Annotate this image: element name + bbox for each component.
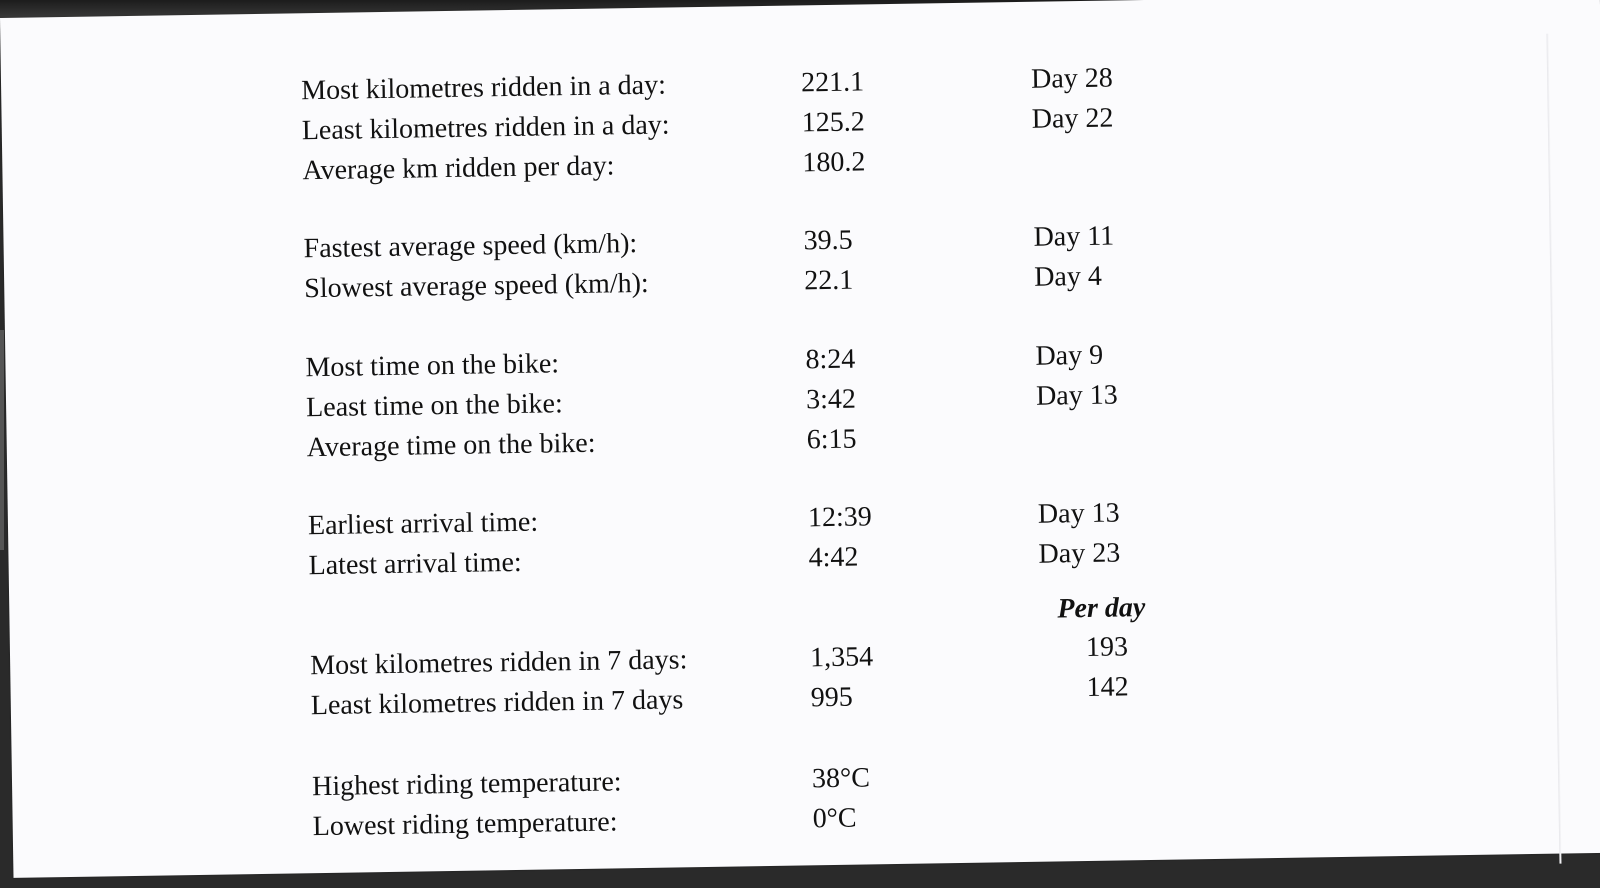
stat-value: 0°C (812, 802, 857, 835)
stat-value: 12:39 (807, 501, 872, 534)
stat-value: 221.1 (800, 66, 865, 99)
stat-day: Day 28 (1030, 62, 1113, 95)
stat-day: Day 13 (1037, 497, 1120, 530)
stat-label: Latest arrival time: (308, 546, 522, 582)
stat-label: Lowest riding temperature: (312, 806, 618, 843)
scan-left-edge (0, 330, 4, 550)
stat-label: Least kilometres ridden in a day: (301, 109, 670, 147)
stat-value: 3:42 (805, 383, 857, 416)
stat-label: Most kilometres ridden in 7 days: (309, 644, 688, 682)
stat-label: Most time on the bike: (305, 348, 560, 384)
stat-label: Least kilometres ridden in 7 days (310, 684, 684, 722)
stat-label: Most kilometres ridden in a day: (300, 69, 667, 107)
stat-value: 125.2 (801, 106, 865, 139)
stat-per-day: 142 (1086, 671, 1129, 704)
stat-per-day: 193 (1085, 631, 1129, 664)
stat-value: 1,354 (809, 641, 874, 674)
ride-statistics (300, 27, 1213, 861)
stat-value: 4:42 (808, 541, 859, 574)
stat-label: Least time on the bike: (305, 388, 563, 424)
per-day-heading: Per day (1057, 592, 1146, 625)
stat-label: Earliest arrival time: (307, 506, 539, 542)
stat-label: Fastest average speed (km/h): (303, 228, 638, 265)
stat-value: 8:24 (805, 343, 856, 376)
stat-value: 39.5 (803, 224, 853, 257)
stat-day: Day 22 (1031, 102, 1114, 135)
stat-label: Highest riding temperature: (311, 766, 622, 803)
stat-day: Day 4 (1033, 260, 1103, 293)
stat-value: 22.1 (803, 264, 854, 297)
stat-day: Day 9 (1035, 339, 1104, 372)
stat-value: 6:15 (806, 423, 857, 456)
stat-value: 995 (810, 681, 854, 714)
stat-label: Average time on the bike: (306, 427, 596, 464)
paper-edge-shadow (1546, 34, 1561, 864)
stat-day: Day 23 (1038, 537, 1121, 570)
stat-day: Day 13 (1035, 379, 1118, 412)
stat-value: 38°C (811, 762, 871, 795)
stat-value: 180.2 (802, 146, 866, 179)
stat-day: Day 11 (1033, 220, 1115, 253)
stat-label: Average km ridden per day: (302, 150, 615, 187)
stat-label: Slowest average speed (km/h): (304, 267, 649, 305)
